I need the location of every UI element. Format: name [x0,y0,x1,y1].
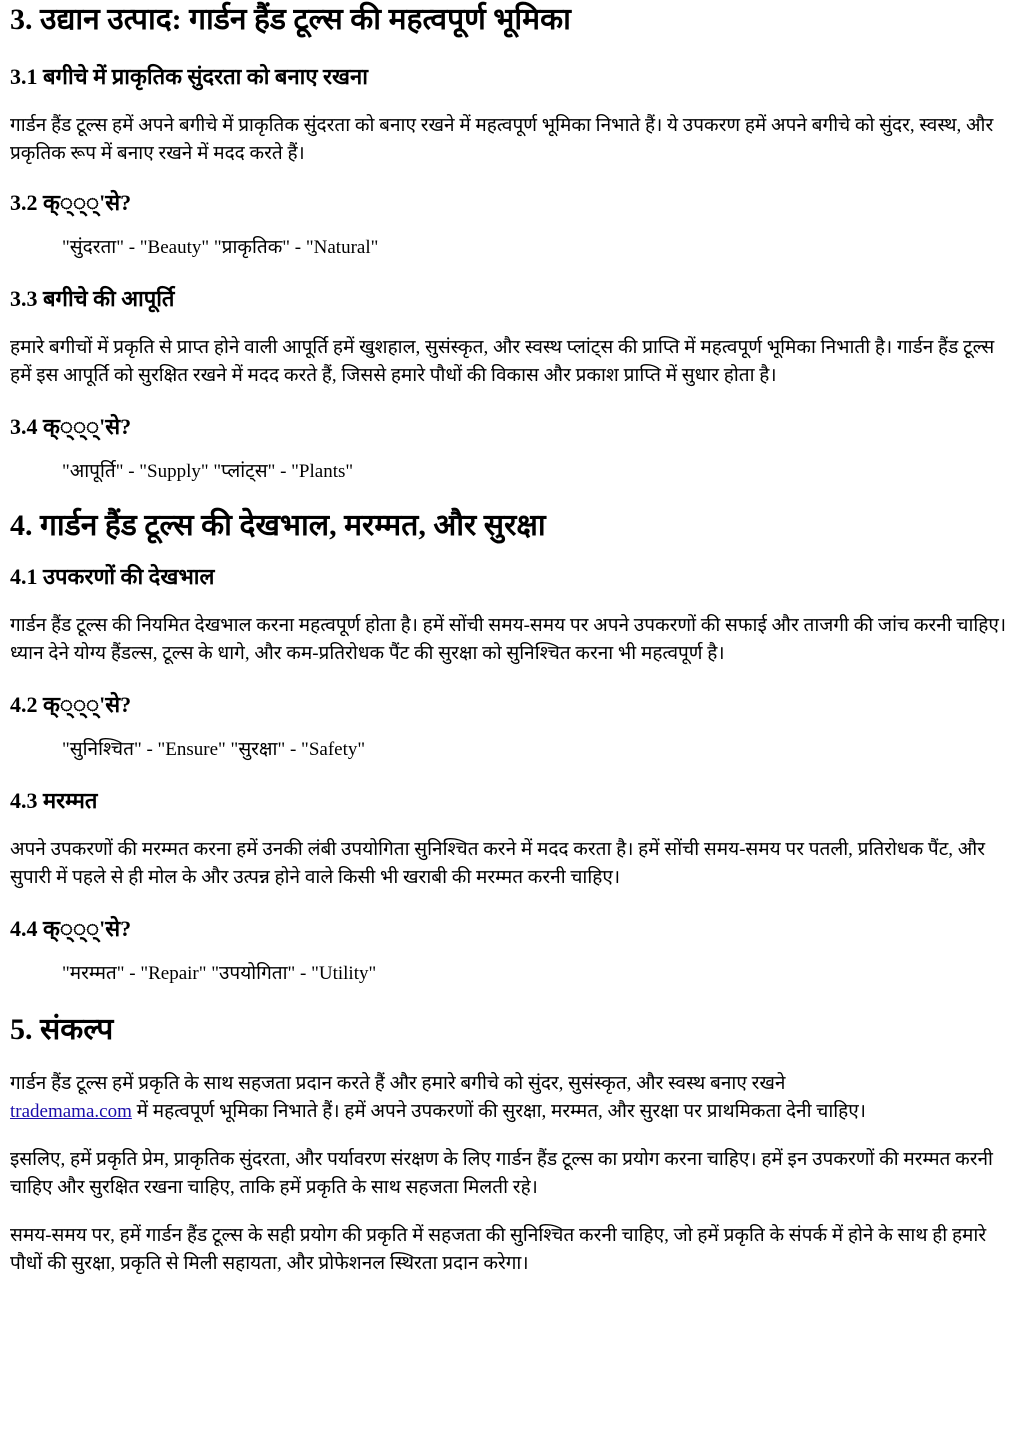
section-5-paragraph-1-end: में महत्वपूर्ण भूमिका निभाते हैं। हमें अपने उपकरणों की सुरक्षा, मरम्मत, और सुरक्षा पर प्राथमिकता देनी चाहिए। [131,1101,866,1122]
section-4-1-heading: 4.1 उपकरणों की देखभाल [10,564,215,589]
section-3-3-paragraph: हमारे बगीचों में प्रकृति से प्राप्त होने वाली आपूर्ति हमें खुशहाल, सुसंस्कृत, और स्वस्थ प्लांट्स की प्राप्ति में महत्वपूर्ण भूमिका निभाती है। गार्डन हैंड टूल्स हमें इस आपूर्ति को सुरक्षित रखने में मदद करते हैं, जिससे हमारे पौधों की विकास और प्रकाश प्राप्ति में सुधार होता है। [10,337,995,386]
section-3-4-vocab: "आपूर्ति" - "Supply" "प्लांट्स" - "Plants" [62,461,354,482]
section-4-3-paragraph: अपने उपकरणों की मरम्मत करना हमें उनकी लंबी उपयोगिता सुनिश्चित करने में मदद करता है। हमें सोंची समय-समय पर पतली, प्रतिरोधक पैंट, और सुपारी में पहले से ही मोल के और उत्पन्न होने वाले किसी भी खराबी की मरम्मत करनी चाहिए। [10,839,986,888]
section-3-3-heading: 3.3 बगीचे की आपूर्ति [10,286,175,311]
section-4-3-heading: 4.3 मरम्मत [10,788,98,813]
section-3-heading: 3. उद्यान उत्पाद: गार्डन हैंड टूल्स की महत्वपूर्ण भूमिका [10,3,571,36]
trademama-link[interactable]: trademama.com [10,1101,132,1122]
section-5-paragraph-2: इसलिए, हमें प्रकृति प्रेम, प्राकृतिक सुंदरता, और पर्यावरण संरक्षण के लिए गार्डन हैंड टूल्स का प्रयोग करना चाहिए। हमें इन उपकरणों की मरम्मत करनी चाहिए और सुरक्षित रखना चाहिए, ताकि हमें प्रकृति के साथ सहजता मिलती रहे। [10,1149,993,1198]
section-4-4-heading: 4.4 क््््'से? [10,916,132,941]
section-5-paragraph-1-start: गार्डन हैंड टूल्स हमें प्रकृति के साथ सहजता प्रदान करते हैं और हमारे बगीचे को सुंदर, सुसंस्कृत, और स्वस्थ बनाए रखने [10,1073,786,1094]
section-4-2-heading: 4.2 क््््'से? [10,692,132,717]
section-4-heading: 4. गार्डन हैंड टूल्स की देखभाल, मरम्मत, और सुरक्षा [10,509,546,542]
section-4-2-vocab: "सुनिश्चित" - "Ensure" "सुरक्षा" - "Safety" [62,739,366,760]
section-4-1-paragraph: गार्डन हैंड टूल्स की नियमित देखभाल करना महत्वपूर्ण होता है। हमें सोंची समय-समय पर अपने उपकरणों की सफाई और ताजगी की जांच करनी चाहिए। ध्यान देने योग्य हैंडल्स, टूल्स के धागे, और कम-प्रतिरोधक पैंट की सुरक्षा को सुनिश्चित करना भी महत्वपूर्ण है। [10,615,1007,664]
section-3-2-heading: 3.2 क््््'से? [10,190,132,215]
section-3-2-vocab: "सुंदरता" - "Beauty" "प्राकृतिक" - "Natural" [62,237,379,258]
section-4-4-vocab: "मरम्मत" - "Repair" "उपयोगिता" - "Utility" [62,963,377,984]
section-3-1-paragraph: गार्डन हैंड टूल्स हमें अपने बगीचे में प्राकृतिक सुंदरता को बनाए रखने में महत्वपूर्ण भूमिका निभाते हैं। ये उपकरण हमें अपने बगीचे को सुंदर, स्वस्थ, और प्रकृतिक रूप में बनाए रखने में मदद करते हैं। [10,115,994,164]
section-3-4-heading: 3.4 क््््'से? [10,414,132,439]
section-5-paragraph-3: समय-समय पर, हमें गार्डन हैंड टूल्स के सही प्रयोग की प्रकृति में सहजता की सुनिश्चित करनी चाहिए, जो हमें प्रकृति के संपर्क में होने के साथ ही हमारे पौधों की सुरक्षा, प्रकृति से मिली सहायता, और प्रोफेशनल स्थिरता प्रदान करेगा। [10,1225,987,1274]
section-5-paragraph-1 [10,1070,1014,1126]
section-5-heading: 5. संकल्प [10,1013,114,1046]
section-3-1-heading: 3.1 बगीचे में प्राकृतिक सुंदरता को बनाए रखना [10,64,368,89]
